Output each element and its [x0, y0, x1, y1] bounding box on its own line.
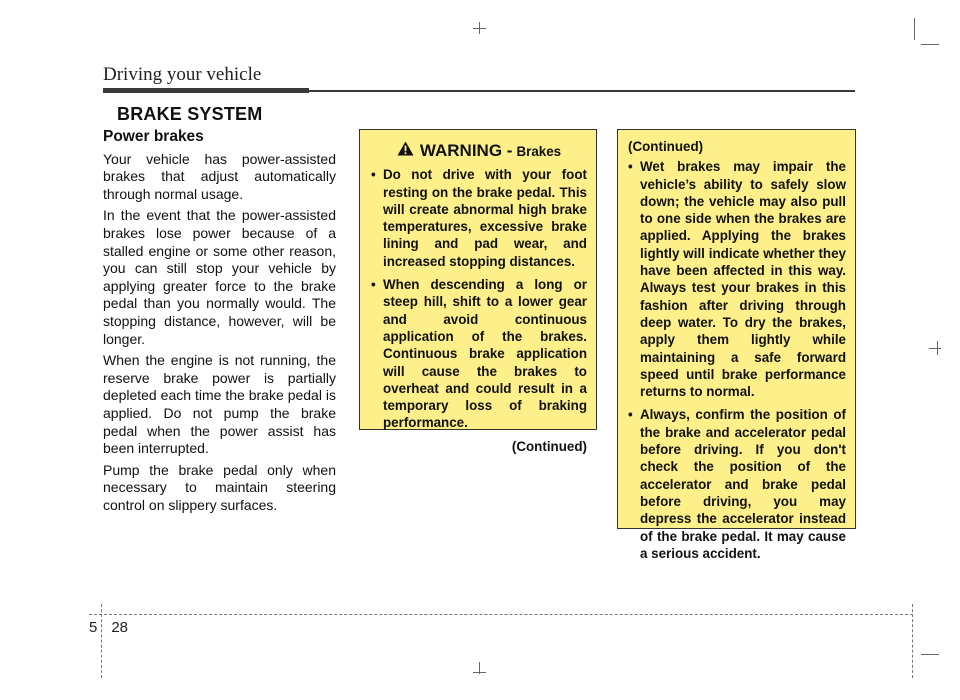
power-brakes-column: [103, 128, 336, 518]
footer-divider-right: [912, 604, 913, 678]
body-paragraph: When the engine is not running, the reserve brake power is partially depleted each time the brake pedal is applied. Do not pump the brake pedal when the power assist has been interrupted.: [103, 352, 336, 457]
page-number: [89, 619, 128, 636]
header-rule-thick: [103, 88, 309, 93]
continued-label: (Continued): [628, 139, 704, 154]
body-paragraph: Pump the brake pedal only when necessary to maintain steering control on slippery surfaces.: [103, 461, 336, 513]
running-header: Driving your vehicle: [103, 64, 262, 85]
warning-box: [359, 129, 597, 454]
warning-list: [371, 166, 587, 431]
chapter-number: 5: [89, 619, 98, 636]
warning-heading: [371, 141, 587, 160]
header-rule-thin: [309, 90, 855, 92]
crop-mark-bottom-right-h: [921, 654, 939, 655]
crop-mark-top-right-v: [914, 18, 915, 40]
warning-item: • Wet brakes may impair the vehicle’s ability to safely slow down; the vehicle may also pull to one side when the brakes are applied. Applying the brakes lightly will indicate whether they have been affected in this way. Always test your brakes in this fashion after driving through deep water. To dry the brakes, apply them lightly while maintaining a safe forward speed until brake performance returns to normal.: [628, 158, 846, 400]
power-brakes-heading: Power brakes: [103, 128, 204, 145]
page-number-value: 28: [111, 619, 129, 636]
body-paragraph: Your vehicle has power-assisted brakes that adjust automatically through normal usage.: [103, 150, 336, 202]
warning-list: [628, 158, 846, 562]
warning-triangle-icon: [397, 141, 414, 160]
warning-label: WARNING -: [419, 141, 513, 160]
crop-mark-right-mid-h: [929, 348, 941, 349]
footer-rule: [89, 614, 913, 615]
warning-item: • When descending a long or steep hill, shift to a lower gear and avoid continuous application of the brakes. Continuous brake application will cause the brakes to overheat and could result in a temporary loss of braking performance.: [371, 276, 587, 432]
footer-divider: [101, 604, 102, 678]
continued-label: (Continued): [511, 438, 587, 454]
crop-mark-bottom-center-h: [473, 672, 486, 673]
warning-item: • Always, confirm the position of the brake and accelerator pedal before driving. If you don't check the position of the accelerator and brake pedal before driving, you may depress the accelerator instead of the brake pedal. It may cause a serious accident.: [628, 406, 846, 562]
section-title: BRAKE SYSTEM: [117, 104, 263, 124]
warning-topic: Brakes: [516, 144, 562, 159]
crop-mark-top-right-h: [921, 44, 939, 45]
warning-box-continued: [617, 129, 856, 561]
warning-item: • Do not drive with your foot resting on the brake pedal. This will create abnormal high brake temperatures, excessive brake lining and pad wear, and increased stopping distances.: [371, 166, 587, 270]
crop-mark-top-center-h: [473, 28, 486, 29]
body-paragraph: In the event that the power-assisted brakes lose power because of a stalled engine or some other reason, you can still stop your vehicle by applying greater force to the brake pedal than you normally would. The stopping distance, however, will be longer.: [103, 207, 336, 347]
